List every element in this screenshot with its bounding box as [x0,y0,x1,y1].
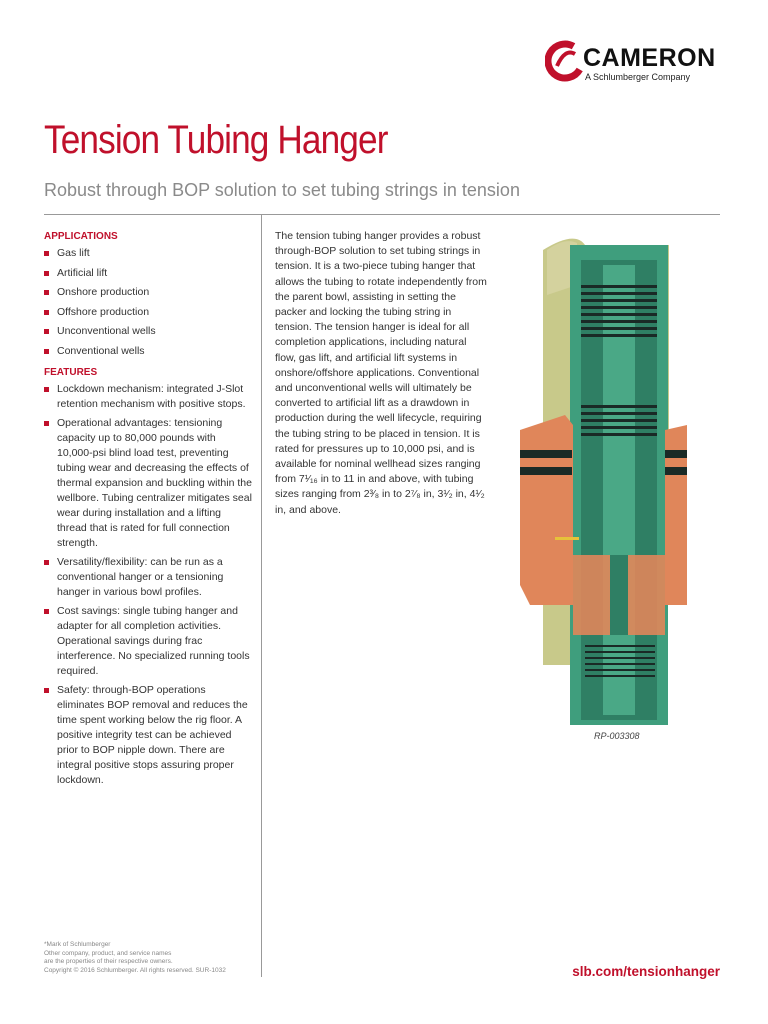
header-divider [44,214,720,215]
bullet-square-icon [44,688,49,693]
bullet-square-icon [44,609,49,614]
bullet-square-icon [44,349,49,354]
column-divider [261,214,262,977]
list-item: Lockdown mechanism: integrated J-Slot retention mechanism with positive stops. [44,382,252,412]
cameron-c-mark-icon [545,40,585,82]
bullet-square-icon [44,329,49,334]
list-item: Cost savings: single tubing hanger and adapter for all completion activities. Operational savings during frac interference. No specialized running tools required. [44,604,252,679]
list-item: Offshore production [44,305,252,320]
features-list [44,382,252,788]
description-paragraph: The tension tubing hanger provides a robust through-BOP solution to set tubing strings in tension. It is a two-piece tubing hanger that allows the tubing to rotate independently from the parent bowl, assisting in setting the packer and locking the tubing string in tension. The tension hanger is ideal for all completion applications, including natural flow, gas lift, and artificial lift systems in onshore/offshore applications. Conventional and unconventional wells will ultimately be converted to artificial lift as a drawdown in production during the well lifecycle, requiring the tubing string to be placed in tension. It is rated for pressures up to 10,000 psi, and is available for nominal wellhead sizes ranging from 7¹⁄₁₆ in to 11 in and above, with tubing sizes ranging from 2³⁄₈ in to 2⁷⁄₈ in, 3¹⁄₂ in, 4¹⁄₂ in, and above. [275,230,487,516]
brand-name: CAMERON [583,44,716,72]
bullet-square-icon [44,387,49,392]
bullet-square-icon [44,421,49,426]
list-item: Unconventional wells [44,324,252,339]
list-item: Safety: through-BOP operations eliminates BOP removal and reduces the time spent working below the rig floor. A positive integrity test can be achieved prior to BOP nipple down. There are integral positive stops assuring proper lockdown. [44,683,252,788]
list-item: Gas lift [44,246,252,261]
left-column [44,229,252,792]
brand-tagline: A Schlumberger Company [585,72,691,82]
list-item: Versatility/flexibility: can be run as a conventional hanger or a tensioning hanger in various bowl profiles. [44,555,252,600]
bullet-square-icon [44,271,49,276]
page-title: Tension Tubing Hanger [44,118,388,162]
page-subtitle: Robust through BOP solution to set tubing strings in tension [44,180,520,200]
applications-list [44,246,252,359]
list-item: Onshore production [44,285,252,300]
bullet-square-icon [44,560,49,565]
bullet-square-icon [44,310,49,315]
list-item: Operational advantages: tensioning capacity up to 80,000 pounds with 10,000-psi blind load test, preventing tubing wear and decreasing the effects of thermal expansion and buckling within the wellbore. Tubing centralizer mitigates seal wear during installation and a lifting thread that is rated for full connection strength. [44,416,252,551]
list-item: Conventional wells [44,344,252,359]
product-url-link[interactable]: slb.com/tensionhanger [572,964,720,979]
cameron-logo [545,40,735,90]
applications-heading: APPLICATIONS [44,231,118,242]
list-item: Artificial lift [44,266,252,281]
features-heading: FEATURES [44,366,98,378]
legal-footnote: *Mark of Schlumberger Other company, product, and service names are the properties of their respective owners. Copyright © 2016 Schlumberger. All rights reserved. SUR-1032 [44,941,226,974]
bullet-square-icon [44,251,49,256]
tubing-hanger-illustration [515,225,725,745]
bullet-square-icon [44,290,49,295]
figure-caption: RP-003308 [594,731,640,741]
